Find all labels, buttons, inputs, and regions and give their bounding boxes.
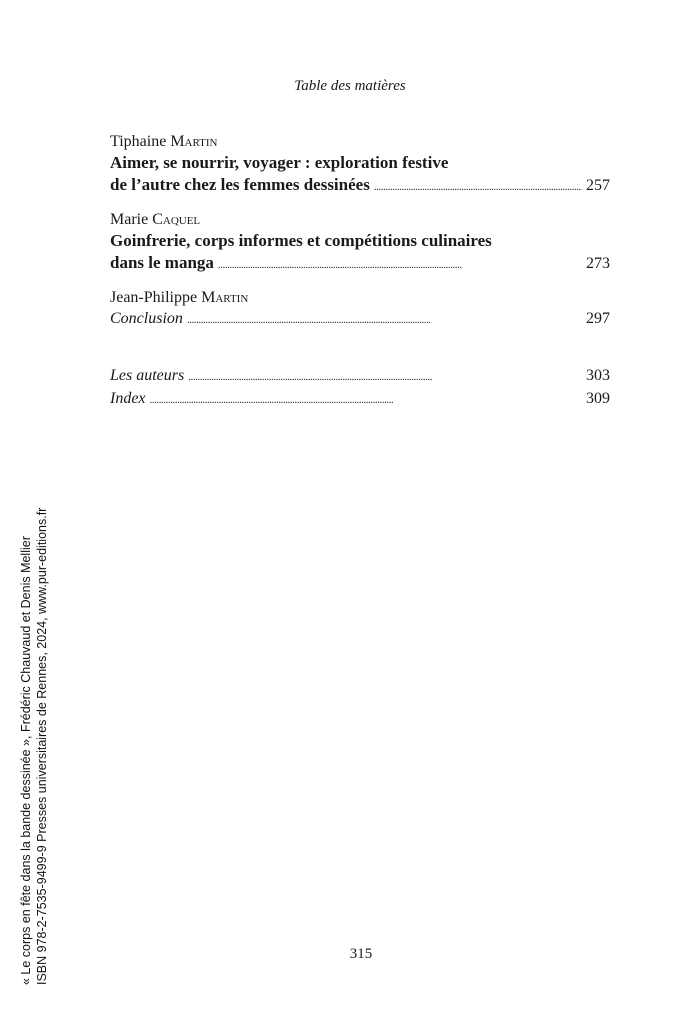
page-folio: 315 (349, 946, 373, 962)
back-matter-label: Index (110, 390, 146, 407)
dot-leader (188, 365, 582, 388)
author-first-name: Marie (110, 211, 153, 228)
entry-author (110, 132, 610, 152)
toc-entry (110, 210, 610, 276)
running-head: Table des matières (294, 78, 406, 94)
entry-title-line: dans le manga (110, 253, 214, 272)
author-first-name: Tiphaine (110, 133, 171, 150)
copyright-side-note (18, 508, 50, 985)
page-number: 309 (586, 390, 610, 407)
author-last-name: Martin (201, 289, 249, 306)
entry-author (110, 210, 610, 230)
page-number: 273 (586, 255, 610, 272)
entry-title-row (110, 252, 610, 276)
entry-title-line: Conclusion (110, 310, 183, 327)
dot-leader (374, 175, 582, 198)
back-matter-row (110, 388, 610, 411)
author-last-name: Caquel (152, 211, 201, 228)
entry-title-row (110, 308, 610, 331)
entry-title-line: Goinfrerie, corps informes et compétitions culinaires (110, 231, 492, 250)
entry-author (110, 288, 610, 308)
back-matter-label: Les auteurs (110, 367, 185, 384)
entry-title-line: Aimer, se nourrir, voyager : exploration festive (110, 153, 449, 172)
side-note-line: ISBN 978-2-7535-9499-9 Presses universitaires de Rennes, 2024, www.pur-editions.fr (35, 507, 49, 985)
dot-leader (218, 253, 582, 276)
dot-leader (187, 308, 582, 331)
side-note-line: « Le corps en fête dans la bande dessinée », Frédéric Chauvaud et Denis Mellier (19, 536, 33, 985)
back-matter-row (110, 365, 610, 388)
entry-title-row (110, 174, 610, 198)
entry-title-line: de l’autre chez les femmes dessinées (110, 175, 370, 194)
page-number: 303 (586, 367, 610, 384)
toc-entry (110, 288, 610, 331)
table-of-contents (110, 132, 610, 411)
page-number: 257 (586, 177, 610, 194)
page-number: 297 (586, 310, 610, 327)
author-first-name: Jean-Philippe (110, 289, 202, 306)
dot-leader (150, 388, 582, 411)
author-last-name: Martin (170, 133, 218, 150)
toc-entry (110, 132, 610, 198)
